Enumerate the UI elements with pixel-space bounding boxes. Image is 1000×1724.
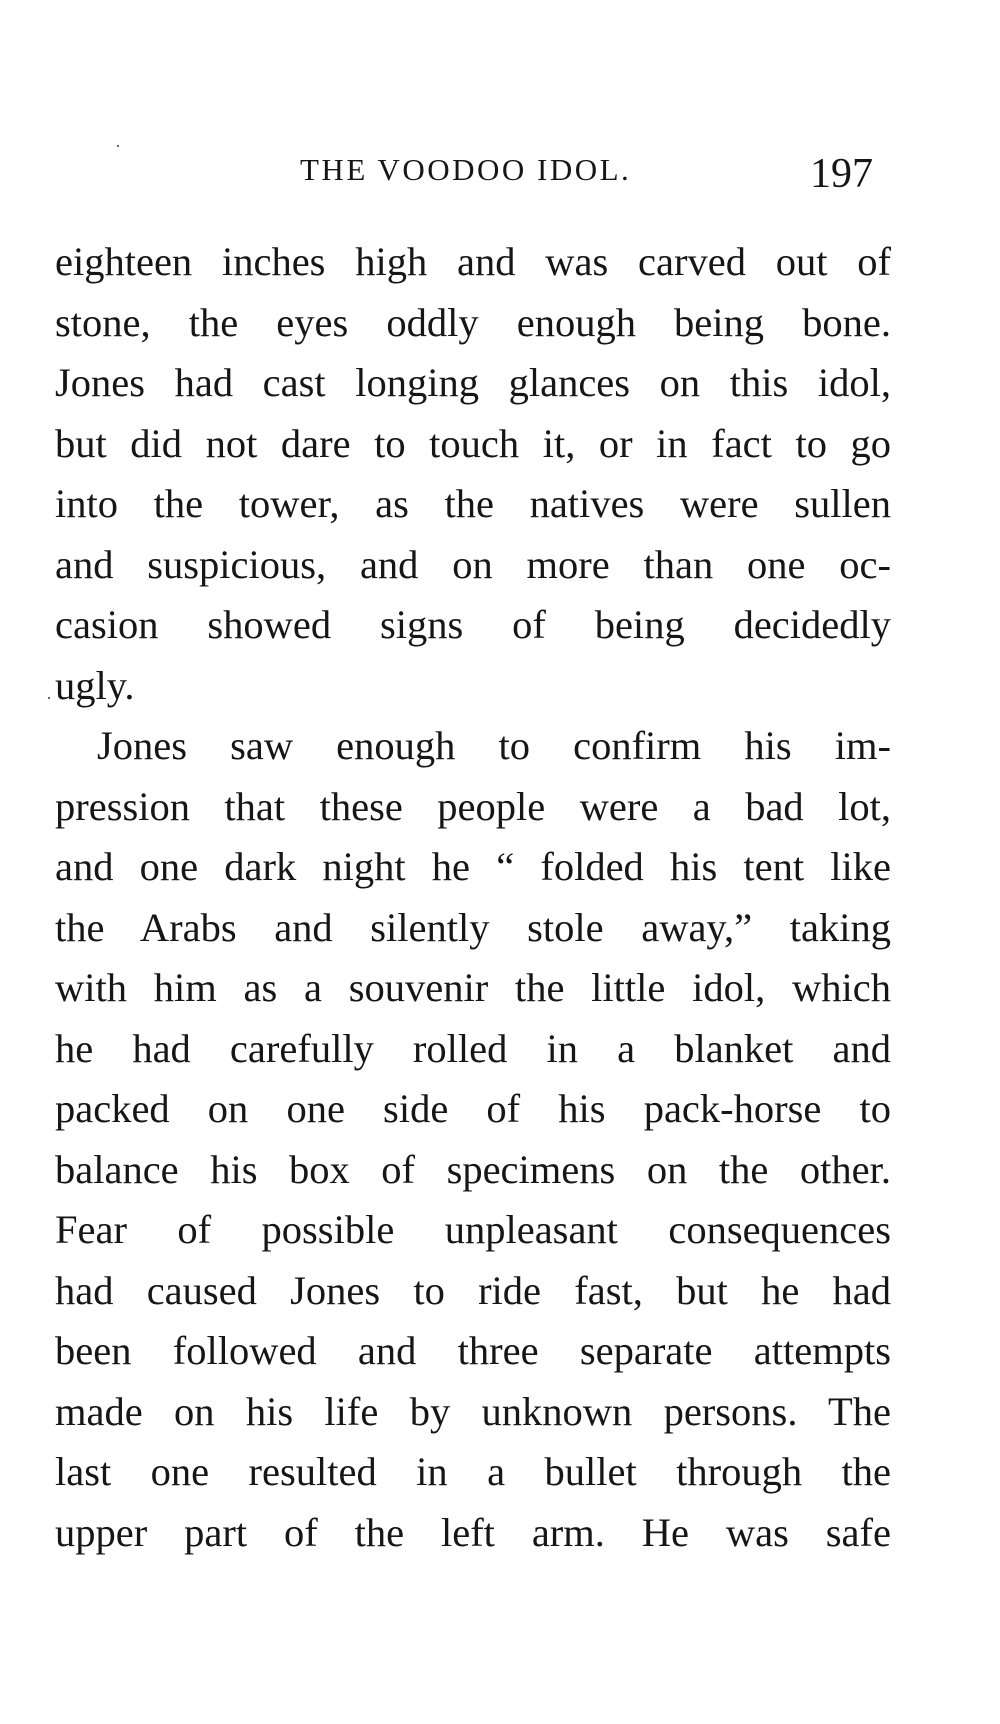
print-speck	[48, 697, 50, 699]
text-line: stone, the eyes oddly enough being bone.	[55, 299, 891, 345]
text-line: Jones had cast longing glances on this idol,	[55, 360, 891, 405]
running-title: THE VOODOO IDOL.	[300, 152, 632, 187]
text-line: pression that these people were a bad lot,	[55, 783, 891, 829]
text-line: Fear of possible unpleasant consequences	[55, 1207, 891, 1252]
text-line: Jones saw enough to confirm his im-	[97, 723, 891, 768]
page-number: 197	[810, 151, 873, 197]
print-speck	[117, 145, 119, 147]
text-line: upper part of the left arm. He was safe	[55, 1509, 891, 1555]
running-head	[0, 150, 1000, 200]
text-line: casion showed signs of being decidedly	[55, 602, 891, 647]
text-line: with him as a souvenir the little idol, which	[55, 965, 891, 1010]
text-line: the Arabs and silently stole away,” taking	[55, 904, 891, 950]
text-line: eighteen inches high and was carved out of	[55, 239, 891, 284]
text-line: he had carefully rolled in a blanket and	[55, 1025, 891, 1071]
body-text	[55, 232, 891, 1563]
text-line: but did not dare to touch it, or in fact to go	[55, 420, 891, 466]
text-line: into the tower, as the natives were sullen	[55, 481, 891, 526]
text-line: balance his box of specimens on the other.	[55, 1146, 891, 1192]
paragraph	[55, 716, 891, 1563]
text-line: ugly.	[55, 662, 135, 708]
text-line: and one dark night he “ folded his tent like	[55, 844, 891, 889]
text-line: last one resulted in a bullet through the	[55, 1449, 891, 1494]
text-line: and suspicious, and on more than one oc-	[55, 541, 891, 587]
text-line: had caused Jones to ride fast, but he had	[55, 1267, 891, 1313]
text-line: packed on one side of his pack-horse to	[55, 1086, 891, 1131]
text-line: been followed and three separate attempts	[55, 1328, 891, 1373]
paragraph	[55, 232, 891, 716]
text-line: made on his life by unknown persons. The	[55, 1388, 891, 1434]
